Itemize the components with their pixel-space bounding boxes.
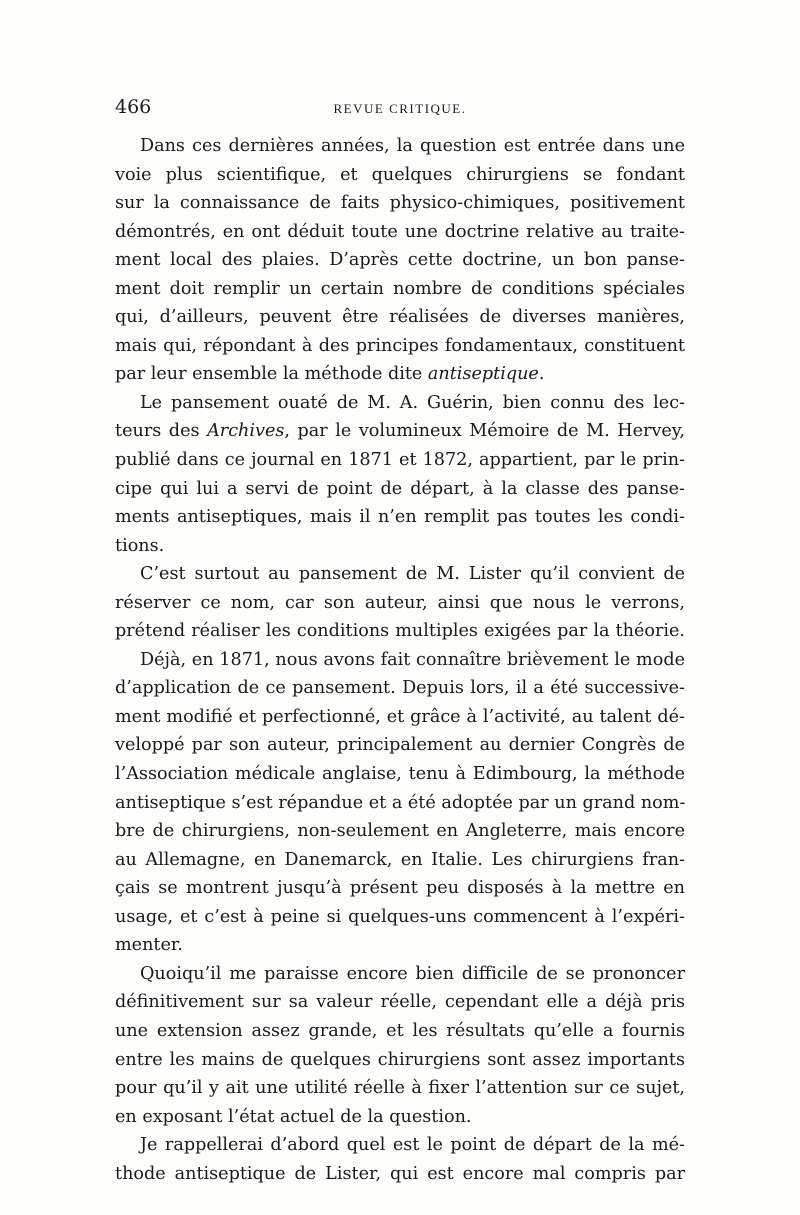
- text-line: pour qu’il y ait une utilité réelle à fixer l’attention sur ce sujet,: [115, 1078, 685, 1099]
- text-run: .: [538, 364, 545, 385]
- text-line: çais se montrent jusqu’à présent peu disposés à la mettre en: [115, 878, 685, 899]
- text-line: d’application de ce pansement. Depuis lors, il a été successive-: [115, 678, 685, 699]
- text-line: tions.: [115, 535, 165, 556]
- text-line: réserver ce nom, car son auteur, ainsi que nous le verrons,: [115, 592, 685, 613]
- text-line: veloppé par son auteur, principalement au dernier Congrès de: [115, 735, 685, 756]
- text-line: ment doit remplir un certain nombre de conditions spéciales: [115, 278, 685, 299]
- text-line: ment modifié et perfectionné, et grâce à l’activité, au talent dé-: [115, 706, 685, 727]
- text-line: Je rappellerai d’abord quel est le point de départ de la mé-: [140, 1135, 685, 1156]
- text-line: ments antiseptiques, mais il n’en remplit pas toutes les condi-: [115, 507, 685, 528]
- text-line: publié dans ce journal en 1871 et 1872, appartient, par le prin-: [115, 450, 685, 471]
- text-line: mais qui, répondant à des principes fondamentaux, constituent: [115, 335, 685, 356]
- text-line: une extension assez grande, et les résultats qu’elle a fournis: [115, 1020, 685, 1041]
- text-line: Dans ces dernières années, la question est entrée dans une: [140, 136, 685, 156]
- text-line: ment local des plaies. D’après cette doctrine, un bon panse-: [115, 250, 685, 271]
- text-line: définitivement sur sa valeur réelle, cependant elle a déjà pris: [115, 992, 685, 1013]
- text-line: voie plus scientifique, et quelques chirurgiens se fondant: [115, 164, 685, 185]
- text-line: au Allemagne, en Danemarck, en Italie. Les chirurgiens fran-: [115, 849, 685, 870]
- text-line: démontrés, en ont déduit toute une doctrine relative au traite-: [115, 221, 685, 242]
- text-line: thode antiseptique de Lister, qui est encore mal compris par: [115, 1163, 685, 1184]
- text-line: usage, et c’est à peine si quelques-uns commencent à l’expéri-: [115, 906, 685, 927]
- text-run: par leur ensemble la méthode dite: [115, 364, 428, 385]
- italic-term: antiseptique: [427, 364, 539, 385]
- text-line: Déjà, en 1871, nous avons fait connaître brièvement le mode: [140, 649, 685, 670]
- text-run: teurs des: [115, 421, 208, 442]
- text-line: menter.: [115, 935, 183, 956]
- text-line: antiseptique s’est répandue et a été adoptée par un grand nom-: [115, 792, 686, 813]
- text-line: [115, 360, 685, 389]
- italic-term: Archives: [207, 421, 285, 442]
- page-header: [115, 96, 685, 122]
- text-line: qui, d’ailleurs, peuvent être réalisées de diverses manières,: [115, 307, 685, 328]
- text-line: en exposant l’état actuel de la question.: [115, 1106, 472, 1127]
- text-line: l’Association médicale anglaise, tenu à Edimbourg, la méthode: [115, 764, 685, 785]
- running-head: REVUE CRITIQUE.: [333, 101, 467, 116]
- text-line: [115, 417, 685, 446]
- text-line: Quoiqu’il me paraisse encore bien difficile de se prononcer: [140, 963, 685, 984]
- text-run: , par le volumineux Mémoire de M. Hervey,: [284, 421, 686, 442]
- text-line: prétend réaliser les conditions multiples exigées par la théorie.: [115, 621, 685, 642]
- text-line: bre de chirurgiens, non-seulement en Angleterre, mais encore: [115, 821, 685, 842]
- text-line: C’est surtout au pansement de M. Lister qu’il convient de: [140, 564, 685, 585]
- text-line: cipe qui lui a servi de point de départ, à la classe des panse-: [115, 478, 685, 499]
- text-line: entre les mains de quelques chirurgiens sont assez importants: [115, 1049, 685, 1070]
- page-number: 466: [115, 96, 152, 118]
- body-text: [115, 132, 685, 1188]
- text-line: Le pansement ouaté de M. A. Guérin, bien connu des lec-: [140, 392, 685, 413]
- text-line: sur la connaissance de faits physico-chimiques, positivement: [115, 193, 685, 214]
